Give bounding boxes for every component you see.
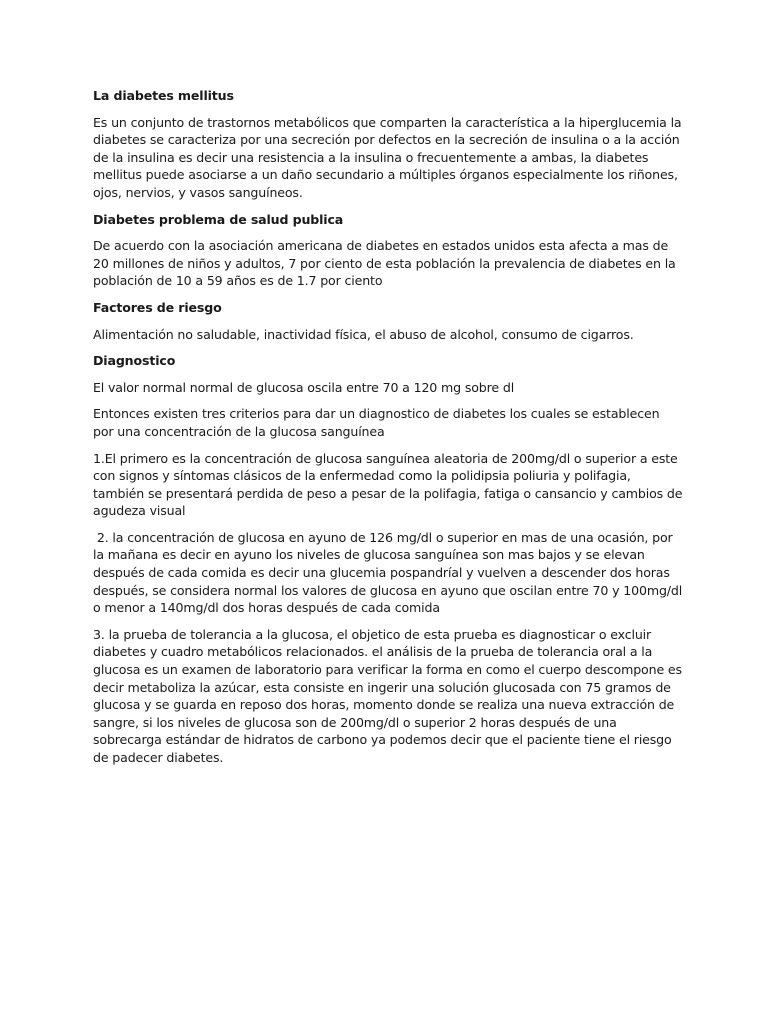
heading-risk-factors: Factores de riesgo — [93, 299, 222, 315]
paragraph-risk-factors: Alimentación no saludable, inactividad física, el abuso de alcohol, consumo de cigarros. — [93, 326, 634, 342]
paragraph-criterion-3: 3. la prueba de tolerancia a la glucosa, el objetico de esta prueba es diagnosticar o excluir diabetes y cuadro metabólicos relacionados. el análisis de la prueba de tolerancia oral a la glucosa es un examen de laboratorio para verificar la forma en como el cuerpo descompone es decir metaboliza la azúcar, esta consiste en ingerir una solución glucosada con 75 gramos de glucosa y se guarda en reposo dos horas, momento donde se realiza una nueva extracción de sangre, si los niveles de glucosa son de 200mg/dl o superior 2 horas después de una sobrecarga estándar de hidratos de carbono ya podemos decir que el paciente tiene el riesgo de padecer diabetes. — [93, 626, 682, 765]
heading-public-health: Diabetes problema de salud publica — [93, 211, 344, 227]
paragraph-criteria-intro: Entonces existen tres criterios para dar un diagnostico de diabetes los cuales se establecen por una concentración de la glucosa sanguínea — [93, 406, 660, 439]
paragraph-definition: Es un conjunto de trastornos metabólicos que comparten la característica a la hiperglucemia la diabetes se caracteriza por una secreción por defectos en la secreción de insulina o a la acción de la insulina es decir una resistencia a la insulina o frecuentemente a ambas, la diabetes mellitus puede asociarse a un daño secundario a múltiples órganos especialmente los riñones, ojos, nervios, y vasos sanguíneos. — [93, 114, 682, 200]
document-page — [93, 87, 686, 776]
paragraph-public-health: De acuerdo con la asociación americana de diabetes en estados unidos esta afecta a mas de 20 millones de niños y adultos, 7 por ciento de esta población la prevalencia de diabetes en la población de 10 a 59 años es de 1.7 por ciento — [93, 238, 676, 289]
heading-diabetes-mellitus: La diabetes mellitus — [93, 88, 234, 103]
paragraph-criterion-1: 1.El primero es la concentración de glucosa sanguínea aleatoria de 200mg/dl o superior a este con signos y síntomas clásicos de la enfermedad como la polidipsia poliuria y polifagia, también se presentará perdida de peso a pesar de la polifagia, fatiga o cansancio y cambios de agudeza visual — [93, 450, 683, 519]
paragraph-criterion-2: 2. la concentración de glucosa en ayuno de 126 mg/dl o superior en mas de una ocasión, por la mañana es decir en ayuno los niveles de glucosa sanguínea son mas bajos y se elevan después de cada comida es decir una glucemia pospandríal y vuelven a descender dos horas después, se considera normal los valores de glucosa en ayuno que oscilan entre 70 y 100mg/dl o menor a 140mg/dl dos horas después de cada comida — [93, 529, 686, 616]
paragraph-normal-value: El valor normal normal de glucosa oscila entre 70 a 120 mg sobre dl — [93, 379, 515, 395]
heading-diagnosis: Diagnostico — [93, 353, 176, 369]
